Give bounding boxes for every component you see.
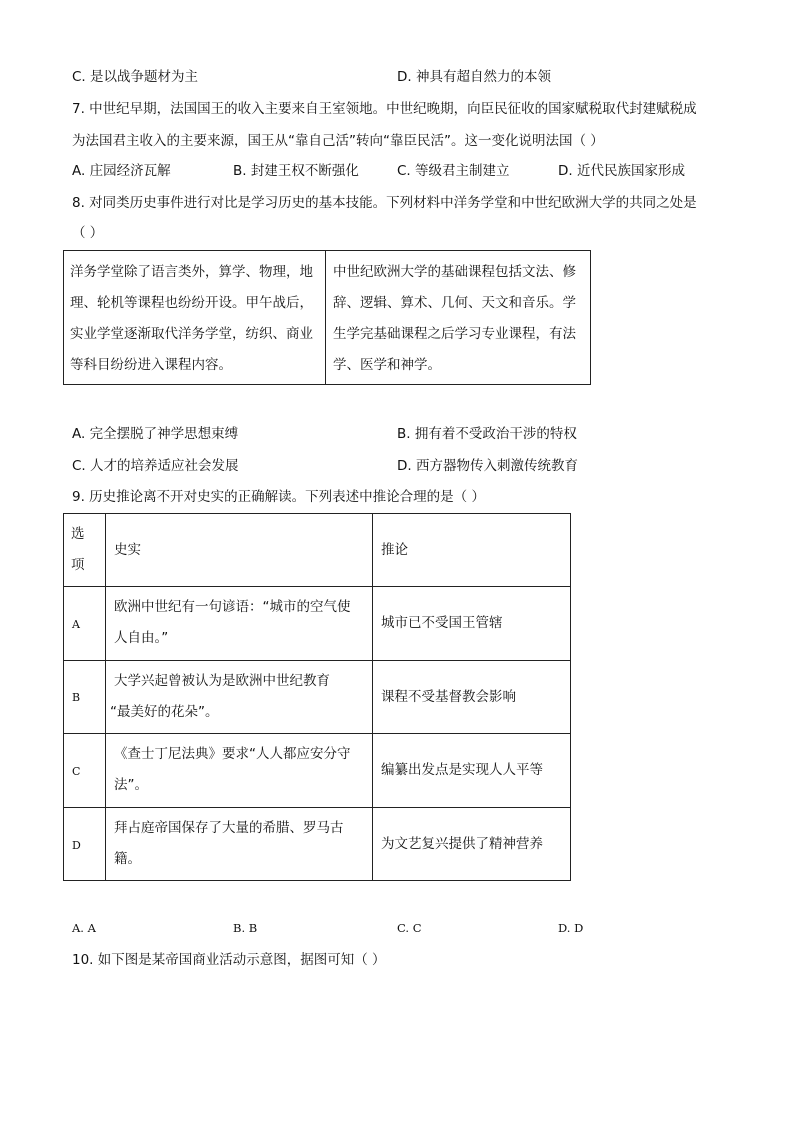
q9-row-a-inference: 城市已不受国王管辖 — [381, 615, 503, 631]
q9-header-option-2: 项 — [71, 557, 85, 573]
q8-left-line4: 等科目纷纷进入课程内容。 — [70, 357, 232, 373]
q9-row-a-fact-1: 欧洲中世纪有一句谚语：“城市的空气使 — [114, 599, 351, 615]
q8-right-line2: 辞、逻辑、算术、几何、天文和音乐。学 — [333, 295, 576, 311]
q9-row-d-label: D — [72, 839, 81, 852]
q9-option-c: C. C — [397, 921, 422, 935]
q8-stem-line1: 8. 对同类历史事件进行对比是学习历史的基本技能。下列材料中洋务学堂和中世纪欧洲大学的共同之处是 — [72, 195, 697, 211]
q9-header-fact: 史实 — [114, 542, 141, 558]
q9-row-b-label: B — [72, 691, 81, 704]
q7-option-a: A. 庄园经济瓦解 — [72, 163, 171, 179]
q8-option-d: D. 西方器物传入刺激传统教育 — [397, 458, 578, 474]
q7-stem-line2: 为法国君主收入的主要来源，国王从“靠自己活”转向“靠臣民活”。这一变化说明法国（ ） — [72, 133, 604, 149]
q9-row-divider-2 — [63, 660, 571, 661]
q9-row-a-fact-2: 人自由。” — [114, 630, 169, 646]
q8-stem-line2: （ ） — [72, 225, 104, 241]
q6-option-d: D. 神具有超自然力的本领 — [397, 69, 551, 85]
q9-header-inference: 推论 — [381, 542, 408, 558]
q9-option-d: D. D — [558, 921, 584, 935]
q7-stem-line1: 7. 中世纪早期，法国国王的收入主要来自王室领地。中世纪晚期，向臣民征收的国家赋税取代封建赋税成 — [72, 101, 697, 117]
q7-option-b: B. 封建王权不断强化 — [233, 163, 359, 179]
q9-row-a-label: A — [72, 618, 80, 631]
q9-row-c-label: C — [72, 765, 81, 778]
q9-row-b-fact-1: 大学兴起曾被认为是欧洲中世纪教育 — [114, 673, 330, 689]
q7-option-c: C. 等级君主制建立 — [397, 163, 510, 179]
q9-row-d-fact-2: 籍。 — [114, 851, 141, 867]
q9-row-d-inference: 为文艺复兴提供了精神营养 — [381, 836, 543, 852]
q8-option-c: C. 人才的培养适应社会发展 — [72, 458, 239, 474]
q9-row-c-fact-1: 《查士丁尼法典》要求“人人都应安分守 — [114, 746, 351, 762]
q9-stem: 9. 历史推论离不开对史实的正确解读。下列表述中推论合理的是（ ） — [72, 489, 485, 505]
q8-left-line3: 实业学堂逐渐取代洋务学堂，纺织、商业 — [70, 326, 313, 342]
q8-right-line3: 生学完基础课程之后学习专业课程，有法 — [333, 326, 576, 342]
q8-right-line4: 学、医学和神学。 — [333, 357, 441, 373]
q9-col-divider-1 — [105, 513, 106, 881]
q8-left-line2: 理、轮机等课程也纷纷开设。甲午战后， — [70, 295, 313, 311]
q8-right-line1: 中世纪欧洲大学的基础课程包括文法、修 — [333, 264, 576, 280]
q8-left-line1: 洋务学堂除了语言类外，算学、物理，地 — [70, 264, 313, 280]
q9-header-option-1: 选 — [71, 526, 85, 542]
q9-row-divider-3 — [63, 733, 571, 734]
q9-row-c-fact-2: 法”。 — [114, 777, 148, 793]
q9-row-divider-4 — [63, 807, 571, 808]
q8-option-a: A. 完全摆脱了神学思想束缚 — [72, 426, 239, 442]
q9-row-c-inference: 编纂出发点是实现人人平等 — [381, 762, 543, 778]
q9-option-b: B. B — [233, 921, 258, 935]
q9-row-b-inference: 课程不受基督教会影响 — [381, 689, 516, 705]
q7-option-d: D. 近代民族国家形成 — [558, 163, 685, 179]
q9-option-a: A. A — [72, 921, 96, 935]
q6-option-c: C. 是以战争题材为主 — [72, 69, 199, 85]
q8-option-b: B. 拥有着不受政治干涉的特权 — [397, 426, 577, 442]
q9-col-divider-2 — [372, 513, 373, 881]
q8-table-divider — [325, 250, 326, 385]
q9-row-b-fact-2: “最美好的花朵”。 — [110, 704, 219, 720]
q9-row-divider-1 — [63, 586, 571, 587]
q9-row-d-fact-1: 拜占庭帝国保存了大量的希腊、罗马古 — [114, 820, 344, 836]
q10-stem: 10. 如下图是某帝国商业活动示意图，据图可知（ ） — [72, 952, 386, 968]
